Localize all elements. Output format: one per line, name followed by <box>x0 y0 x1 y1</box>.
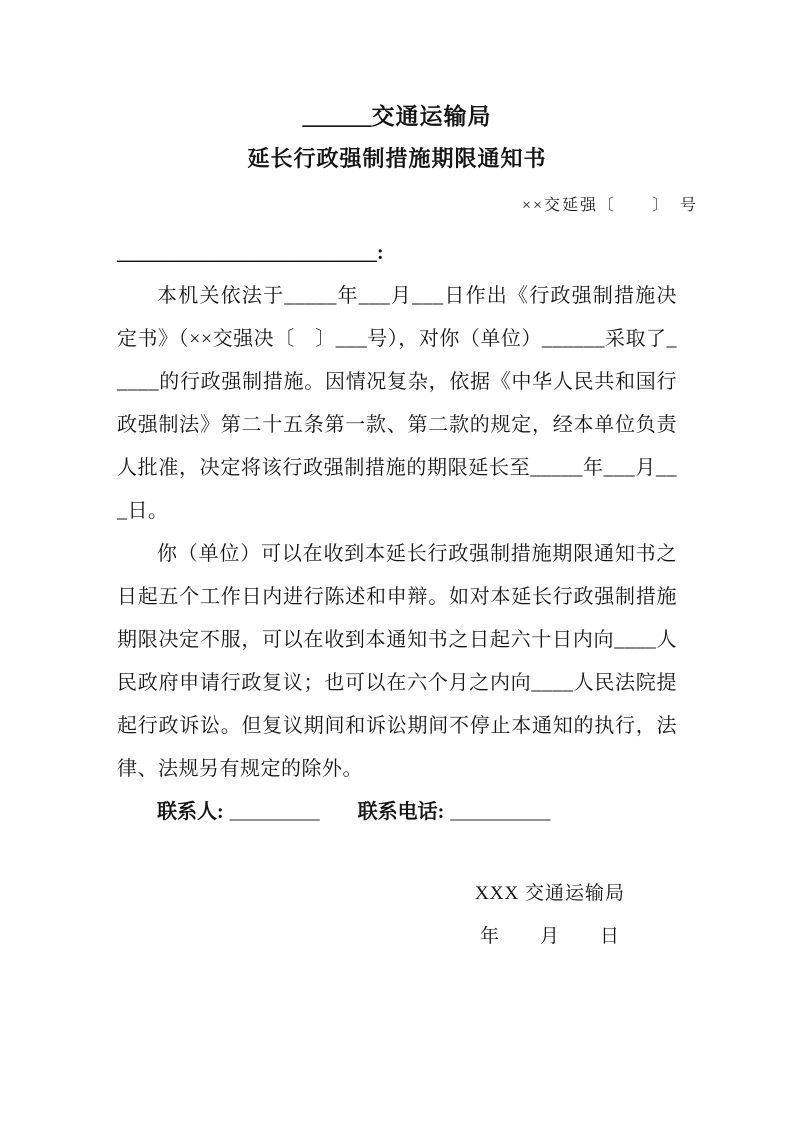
contact-person-label: 联系人: <box>157 801 224 823</box>
contact-line <box>117 791 677 834</box>
contact-phone-label: 联系电话: <box>357 801 445 823</box>
signature-date: 年 月 日 <box>479 926 620 947</box>
signature-block <box>117 872 677 958</box>
signature-org: XXX 交通运输局 <box>475 883 625 904</box>
salutation-line <box>117 232 677 275</box>
document-number: ××交延强〔 〕 号 <box>521 197 698 214</box>
addressee-blank: __________________________ <box>117 242 377 264</box>
body-paragraph-2: 你（单位）可以在收到本延长行政强制措施期限通知书之日起五个工作日内进行陈述和申辩。如对本延长行政强制措施期限决定不服，可以在收到本通知书之日起六十日内向____人民政府申请行政复议；也可以在六个月之内向____人民法院提起行政诉讼。但复议期间和诉讼期间不停止本通知的执行，法律、法规另有规定的除外。 <box>117 543 677 780</box>
org-name-text: 交通运输局 <box>371 104 492 129</box>
org-title-line <box>117 100 677 134</box>
body-paragraph-1: 本机关依法于_____年___月___日作出《行政强制措施决定书》（××交强决〔 〕___号），对你（单位）______采取了_____的行政强制措施。因情况复杂，依据《中华人民共和国行政强制法》第二十五条第一款、第二款的规定，经本单位负责人批准，决定将该行政强制措施的期限延长至_____年___月___日。 <box>117 285 677 522</box>
salutation-colon: : <box>377 242 384 264</box>
document-title: 延长行政强制措施期限通知书 <box>247 146 547 171</box>
contact-person-blank: _________ <box>229 801 320 823</box>
org-name-blank: ______ <box>302 104 372 129</box>
contact-phone-blank: __________ <box>450 801 551 823</box>
